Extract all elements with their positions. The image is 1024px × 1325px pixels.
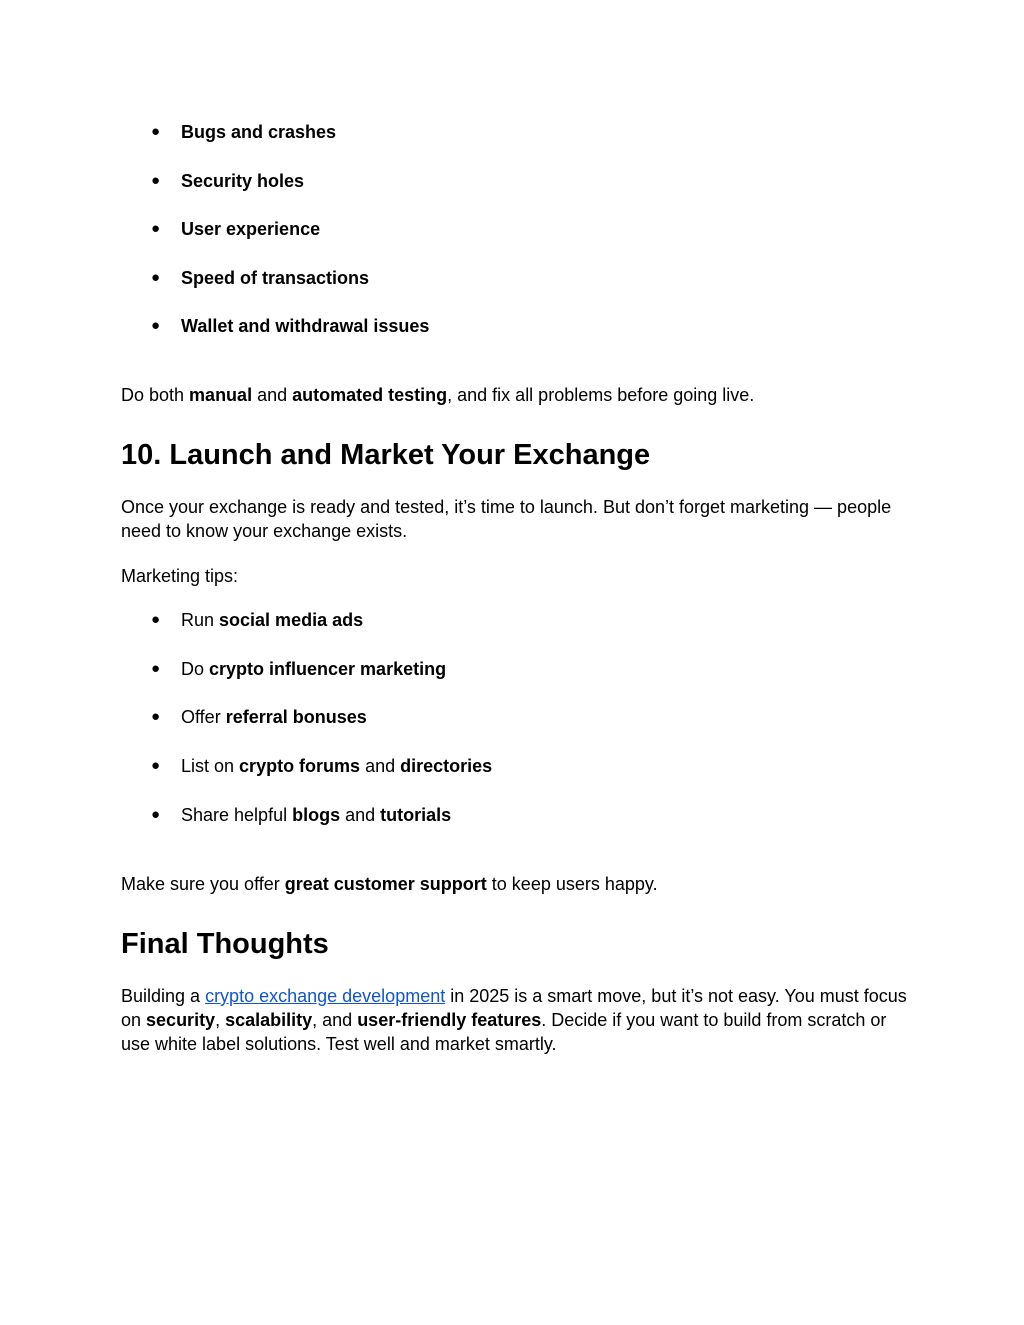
bullet-icon: ● [151,123,161,140]
list-item-text: User experience [181,219,321,239]
bullet-icon: ● [151,220,161,237]
list-item-text: Offer referral bonuses [181,707,367,727]
testing-note-paragraph: Do both manual and automated testing, and fix all problems before going live. [121,385,755,405]
final-thoughts-paragraph: Building a crypto exchange development in 2025 is a smart move, but it’s not easy. You must focus on security, scalability, and user-friendly features. Decide if you want to build from scratch or use white label solutions. Test well and market smartly. [121,986,907,1054]
bullet-icon: ● [151,611,161,628]
bullet-icon: ● [151,708,161,725]
list-item-text: Speed of transactions [181,268,370,288]
bullet-icon: ● [151,660,161,677]
list-item-text: Share helpful blogs and tutorials [181,805,452,825]
section-heading-final-thoughts: Final Thoughts [121,928,329,960]
bullet-icon: ● [151,806,161,823]
section-heading-launch: 10. Launch and Market Your Exchange [121,439,651,471]
list-item-text: Do crypto influencer marketing [181,659,447,679]
list-item-text: Wallet and withdrawal issues [181,316,430,336]
bullet-icon: ● [151,317,161,334]
list-item-text: Bugs and crashes [181,122,337,142]
crypto-exchange-development-link[interactable]: crypto exchange development [205,986,446,1006]
list-item-text: Run social media ads [181,610,364,630]
support-note-paragraph: Make sure you offer great customer support to keep users happy. [121,874,658,894]
bullet-icon: ● [151,269,161,286]
list-item-text: Security holes [181,171,305,191]
launch-intro-paragraph: Once your exchange is ready and tested, it’s time to launch. But don’t forget marketing — people need to know your exchange exists. [121,497,892,541]
marketing-tips-label: Marketing tips: [121,566,239,586]
bullet-icon: ● [151,757,161,774]
bullet-icon: ● [151,172,161,189]
list-item-text: List on crypto forums and directories [181,756,493,776]
